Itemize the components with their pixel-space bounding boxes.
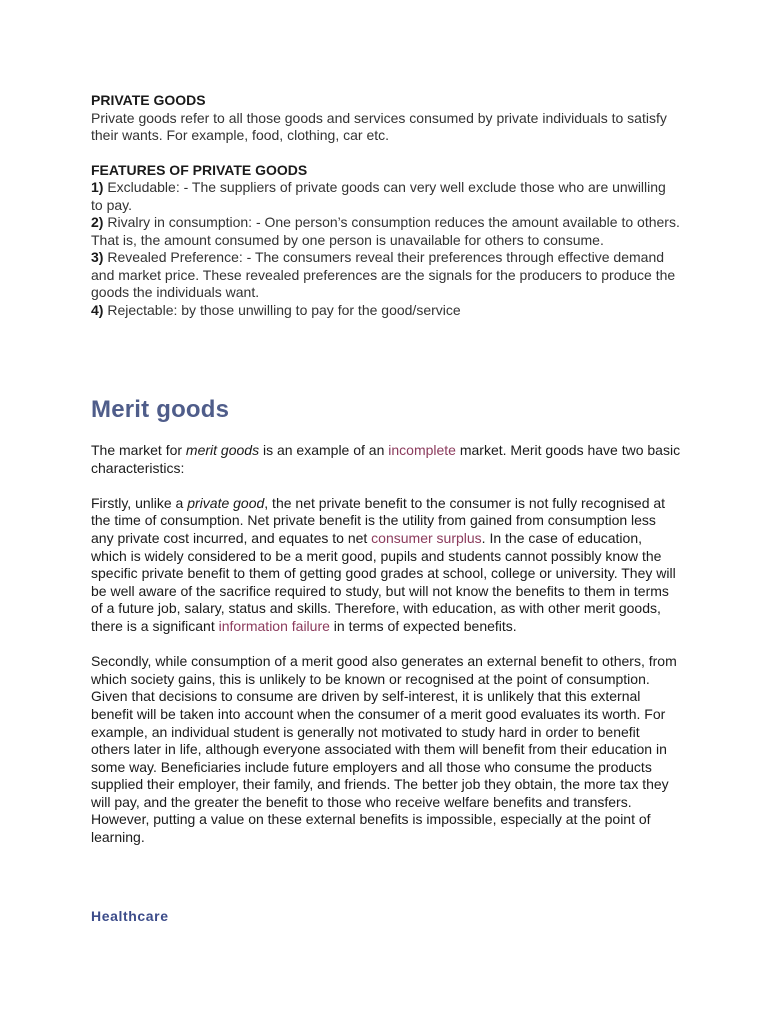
- features-heading: FEATURES OF PRIVATE GOODS: [91, 161, 308, 178]
- text-run: Firstly, unlike a: [91, 494, 188, 511]
- feature-text: Rivalry in consumption: - One person’s consumption reduces the amount available to others. That is, the amount consumed by one person is unavailable for others to consume.: [91, 214, 680, 248]
- text-run: market. Merit goods have two basic characteristics:: [91, 442, 681, 476]
- link-information-failure[interactable]: information failure: [218, 617, 330, 634]
- merit-paragraph-1: [91, 442, 681, 477]
- emphasis-merit-goods: merit goods: [185, 442, 260, 458]
- feature-number: 3): [91, 249, 104, 265]
- private-goods-heading: PRIVATE GOODS: [91, 92, 206, 108]
- merit-goods-body: [91, 442, 681, 864]
- feature-number: 4): [91, 301, 104, 318]
- merit-goods-title: Merit goods: [91, 396, 230, 423]
- feature-item-3: [91, 249, 681, 302]
- feature-text: Excludable: - The suppliers of private goods can very well exclude those who are unwilling to pay.: [91, 179, 666, 213]
- merit-paragraph-2: [91, 495, 681, 636]
- text-run: , the net private benefit to the consumer is not fully recognised at the time of consumption. Net private benefit is the utility from gained from consumption less any private cost incurred, and equates to net: [91, 494, 666, 546]
- private-goods-definition: Private goods refer to all those goods and services consumed by private individuals to satisfy their wants. For example, food, clothing, car etc.: [91, 109, 667, 143]
- features-section: [91, 162, 681, 320]
- link-consumer-surplus[interactable]: consumer surplus: [371, 529, 482, 546]
- healthcare-heading: Healthcare: [91, 908, 169, 924]
- text-run: The market for: [91, 442, 186, 458]
- merit-paragraph-3: Secondly, while consumption of a merit good also generates an external benefit to others, from which society gains, this is unlikely to be known or recognised at the point of consumption. Given that decisions to consume are driven by self-interest, it is unlikely that this external benefit will be taken into account when the consumer of a merit good evaluates its worth. For example, an individual student is generally not motivated to study hard in order to benefit others later in life, although everyone associated with them will benefit from their education in some way. Beneficiaries include future employers and all those who consume the products supplied their employer, their family, and friends. The better job they obtain, the more tax they will pay, and the greater the benefit to those who receive welfare benefits and transfers. However, putting a value on these external benefits is impossible, especially at the point of learning.: [91, 653, 677, 846]
- feature-item-1: [91, 179, 681, 214]
- text-run: is an example of an: [259, 442, 389, 458]
- document-page: [91, 92, 681, 924]
- feature-text: Revealed Preference: - The consumers reveal their preferences through effective demand and market price. These revealed preferences are the signals for the producers to produce the goods the individuals want.: [91, 249, 676, 300]
- feature-item-2: [91, 214, 681, 249]
- text-run: . In the case of education, which is widely considered to be a merit good, pupils and students cannot possibly know the specific private benefit to them of getting good grades at school, college or university. They will be well aware of the sacrifice required to study, but will not know the benefits to them in terms of a future job, salary, status and skills. Therefore, with education, as with other merit goods, there is a significant: [91, 529, 676, 634]
- feature-item-4: [91, 302, 681, 320]
- feature-text: Rejectable: by those unwilling to pay for the good/service: [103, 301, 461, 318]
- link-incomplete[interactable]: incomplete: [388, 442, 456, 458]
- text-run: in terms of expected benefits.: [329, 617, 517, 634]
- feature-number: 1): [91, 179, 104, 195]
- feature-number: 2): [91, 214, 104, 230]
- emphasis-private-good: private good: [187, 494, 265, 511]
